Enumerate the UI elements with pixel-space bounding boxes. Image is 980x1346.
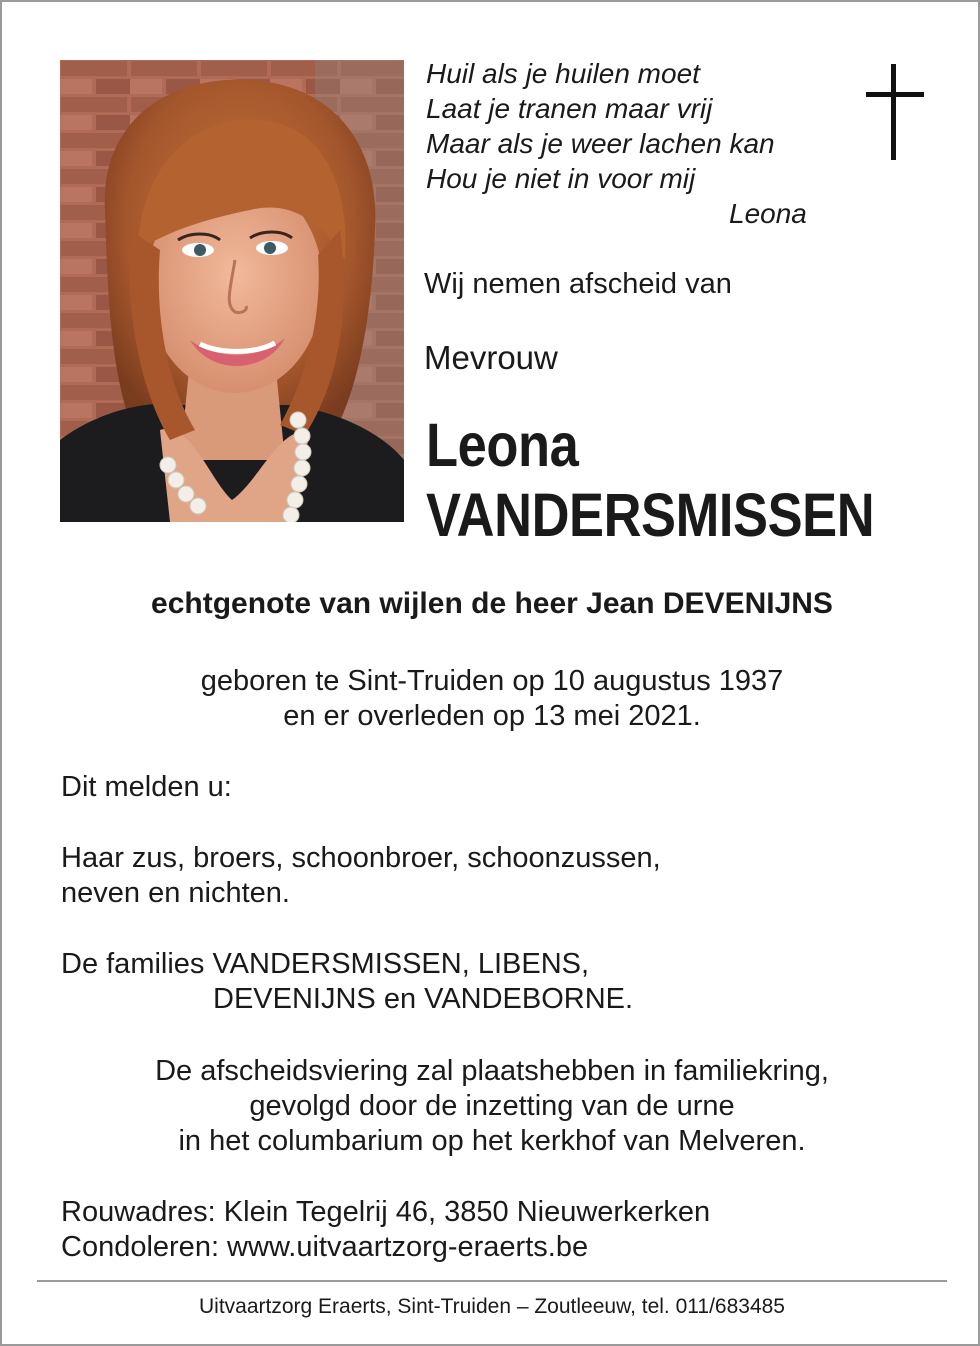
ceremony-line: gevolgd door de inzetting van de urne: [249, 1090, 735, 1122]
ceremony: [2, 1054, 980, 1159]
ceremony-line: De afscheidsviering zal plaatshebben in familiekring,: [155, 1055, 829, 1087]
birth-line: geboren te Sint-Truiden op 10 augustus 1937: [200, 665, 784, 697]
mourning-address: Rouwadres: Klein Tegelrij 46, 3850 Nieuwerkerken: [61, 1196, 711, 1228]
poem-line: Laat je tranen maar vrij: [426, 93, 713, 124]
funeral-home-footer: Uitvaartzorg Eraerts, Sint-Truiden – Zoutleeuw, tel. 011/683485: [199, 1295, 785, 1318]
farewell-intro: Wij nemen afscheid van: [424, 268, 732, 300]
families-line: DEVENIJNS en VANDEBORNE.: [213, 983, 634, 1015]
poem-line: Huil als je huilen moet: [426, 58, 700, 89]
ceremony-line: in het columbarium op het kerkhof van Melveren.: [178, 1125, 806, 1157]
portrait-photo: [60, 60, 404, 522]
contact: [61, 1195, 710, 1265]
relatives-line: Haar zus, broers, schoonbroer, schoonzussen,: [61, 842, 661, 874]
last-name: VANDERSMISSEN: [426, 481, 875, 549]
poem-signature: Leona: [729, 198, 807, 229]
deceased-name: [426, 410, 874, 550]
relatives: [61, 841, 661, 911]
condolences-link: Condoleren: www.uitvaartzorg-eraerts.be: [61, 1231, 589, 1263]
poem: [426, 56, 807, 231]
families: [61, 947, 633, 1017]
notice-intro-text: Dit melden u:: [61, 771, 232, 803]
honorific: Mevrouw: [424, 339, 558, 376]
life-dates: [2, 664, 980, 734]
spouse-line: echtgenote van wijlen de heer Jean DEVENIJNS: [151, 587, 833, 620]
poem-line: Maar als je weer lachen kan: [426, 128, 775, 159]
portrait-illustration: [60, 60, 404, 522]
families-line: De families VANDERSMISSEN, LIBENS,: [61, 948, 590, 980]
relatives-line: neven en nichten.: [61, 877, 290, 909]
first-name: Leona: [426, 411, 579, 479]
death-line: en er overleden op 13 mei 2021.: [283, 700, 701, 732]
cross-icon: [866, 64, 924, 160]
notice-intro: [61, 770, 232, 805]
poem-line: Hou je niet in voor mij: [426, 163, 696, 194]
footer-divider: [37, 1280, 947, 1282]
